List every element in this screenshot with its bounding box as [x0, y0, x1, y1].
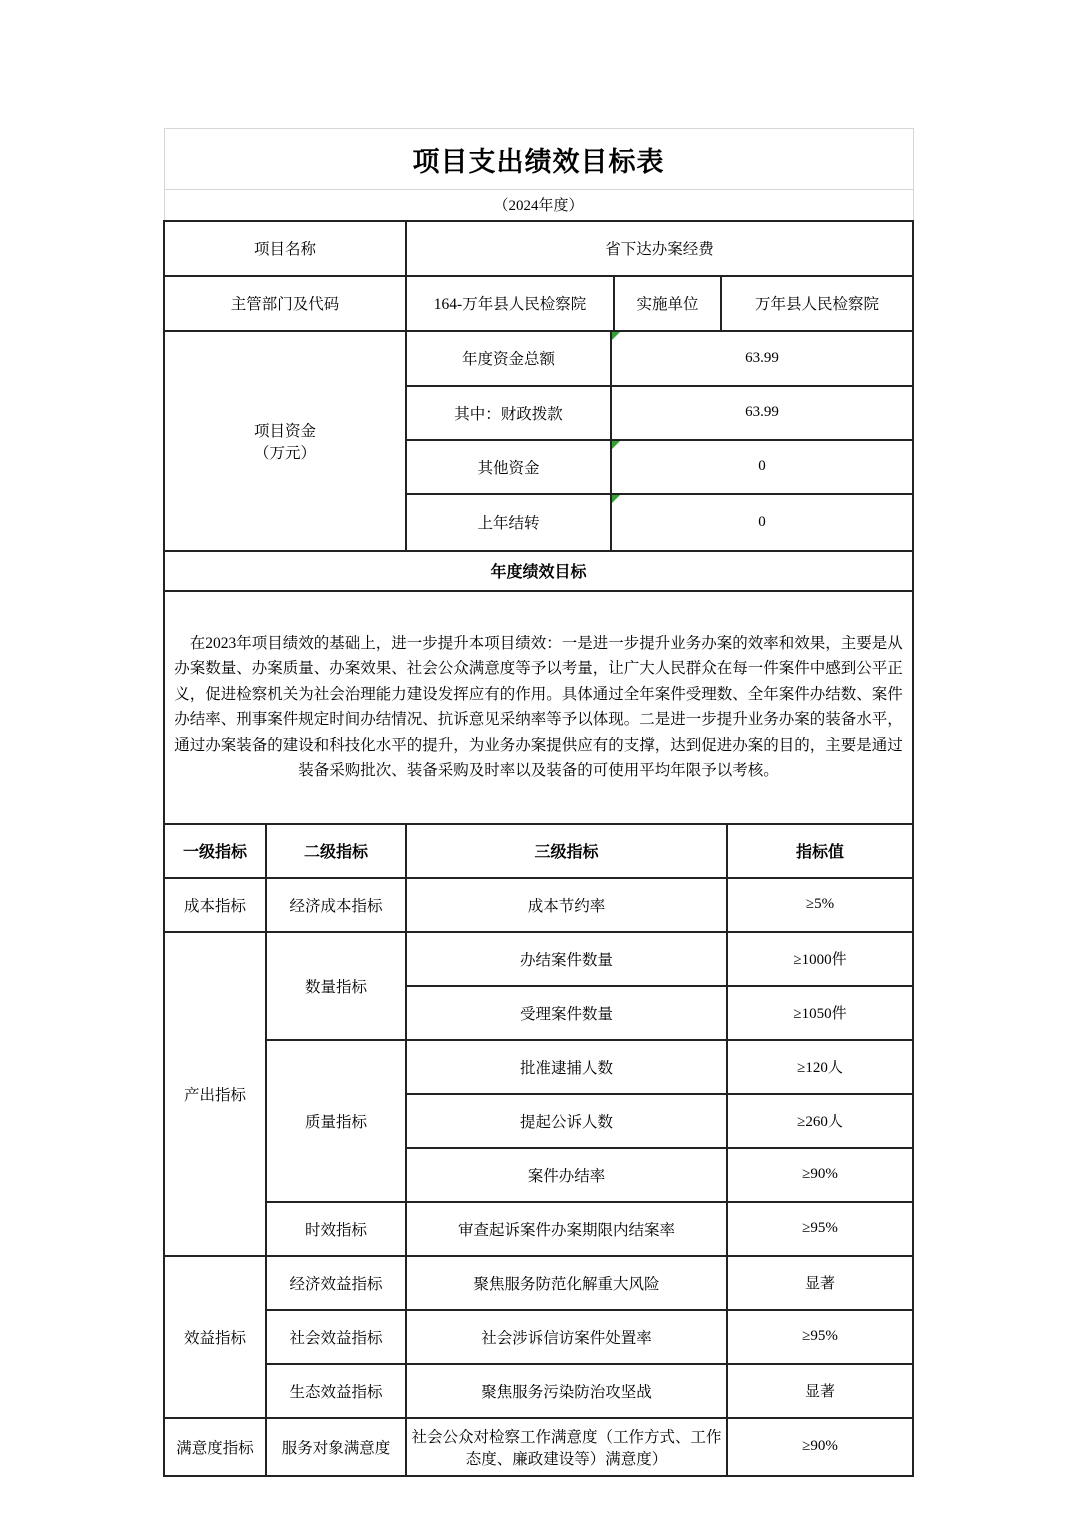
indicator-cell: 批准逮捕人数: [406, 1040, 727, 1094]
level2-ecological-benefit-cell: 生态效益指标: [266, 1364, 406, 1418]
level2-quantity-cell: 数量指标: [266, 932, 406, 1040]
project-name-value-cell: 省下达办案经费: [406, 221, 913, 276]
funds-fiscal-value-cell: 63.99: [611, 386, 913, 440]
implement-unit-value-cell: 万年县人民检察院: [721, 276, 913, 331]
green-triangle-icon: [612, 441, 620, 449]
funds-other-value: 0: [758, 458, 766, 474]
level1-output-cell: 产出指标: [164, 932, 266, 1256]
performance-target-sheet: [163, 128, 912, 1477]
funds-total-value-cell: [611, 331, 913, 386]
indicator-value-cell: ≥260人: [727, 1094, 913, 1148]
indicator-cell: 办结案件数量: [406, 932, 727, 986]
level2-economic-benefit-cell: 经济效益指标: [266, 1256, 406, 1310]
indicator-value-cell: 显著: [727, 1256, 913, 1310]
funds-total-label-cell: 年度资金总额: [406, 331, 611, 386]
level2-timeliness-cell: 时效指标: [266, 1202, 406, 1256]
annual-target-header-cell: 年度绩效目标: [164, 551, 913, 591]
annual-target-body-cell: 在2023年项目绩效的基础上，进一步提升本项目绩效：一是进一步提升业务办案的效率和效果，主要是从办案数量、办案质量、办案效果、社会公众满意度等予以考量，让广大人民群众在每一件案件中感到公平正义，促进检察机关为社会治理能力建设发挥应有的作用。具体通过全年案件受理数、全年案件办结数、案件办结率、刑事案件规定时间办结情况、抗诉意见采纳率等予以体现。二是进一步提升业务办案的装备水平，通过办案装备的建设和科技化水平的提升，为业务办案提供应有的支撑，达到促进办案的目的，主要是通过装备采购批次、装备采购及时率以及装备的可使用平均年限予以考核。: [164, 591, 913, 824]
indicator-value-cell: ≥1000件: [727, 932, 913, 986]
department-value-cell: 164-万年县人民检察院: [406, 276, 614, 331]
indicator-cell: 聚焦服务污染防治攻坚战: [406, 1364, 727, 1418]
indicator-cell: 成本节约率: [406, 878, 727, 932]
indicator-value-cell: ≥1050件: [727, 986, 913, 1040]
indicator-cell: 社会公众对检察工作满意度（工作方式、工作态度、廉政建设等）满意度）: [406, 1418, 727, 1476]
level1-satisfaction-cell: 满意度指标: [164, 1418, 266, 1476]
green-triangle-icon: [612, 332, 620, 340]
funds-label-line2: （万元）: [253, 444, 316, 462]
indicator-value-cell: 显著: [727, 1364, 913, 1418]
header-level1-cell: 一级指标: [164, 824, 266, 878]
level2-social-benefit-cell: 社会效益指标: [266, 1310, 406, 1364]
funds-carryover-label-cell: 上年结转: [406, 494, 611, 551]
header-level3-cell: 三级指标: [406, 824, 727, 878]
level1-cost-cell: 成本指标: [164, 878, 266, 932]
funds-label-line1: 项目资金: [253, 422, 316, 440]
funds-carryover-value-cell: [611, 494, 913, 551]
indicator-cell: 审查起诉案件办案期限内结案率: [406, 1202, 727, 1256]
indicator-cell: 案件办结率: [406, 1148, 727, 1202]
indicator-value-cell: ≥90%: [727, 1148, 913, 1202]
page-title: 项目支出绩效目标表: [164, 129, 913, 190]
funds-total-value: 63.99: [745, 349, 779, 366]
department-label-cell: 主管部门及代码: [164, 276, 406, 331]
indicator-value-cell: ≥90%: [727, 1418, 913, 1476]
level2-economic-cost-cell: 经济成本指标: [266, 878, 406, 932]
indicator-cell: 聚焦服务防范化解重大风险: [406, 1256, 727, 1310]
indicator-value-cell: ≥120人: [727, 1040, 913, 1094]
funds-other-label-cell: 其他资金: [406, 440, 611, 494]
indicator-cell: 提起公诉人数: [406, 1094, 727, 1148]
page-subtitle: （2024年度）: [164, 190, 913, 221]
header-value-cell: 指标值: [727, 824, 913, 878]
indicator-value-cell: ≥5%: [727, 878, 913, 932]
funds-other-value-cell: [611, 440, 913, 494]
funds-fiscal-label-cell: 其中：财政拨款: [406, 386, 611, 440]
performance-target-table: [163, 128, 914, 1477]
level1-benefit-cell: 效益指标: [164, 1256, 266, 1418]
level2-service-satisfaction-cell: 服务对象满意度: [266, 1418, 406, 1476]
implement-unit-label-cell: 实施单位: [614, 276, 721, 331]
funds-label-cell: [164, 331, 406, 551]
indicator-value-cell: ≥95%: [727, 1202, 913, 1256]
header-level2-cell: 二级指标: [266, 824, 406, 878]
project-name-label-cell: 项目名称: [164, 221, 406, 276]
indicator-cell: 社会涉诉信访案件处置率: [406, 1310, 727, 1364]
level2-quality-cell: 质量指标: [266, 1040, 406, 1202]
indicator-value-cell: ≥95%: [727, 1310, 913, 1364]
green-triangle-icon: [612, 495, 620, 503]
indicator-cell: 受理案件数量: [406, 986, 727, 1040]
funds-carryover-value: 0: [758, 513, 766, 530]
